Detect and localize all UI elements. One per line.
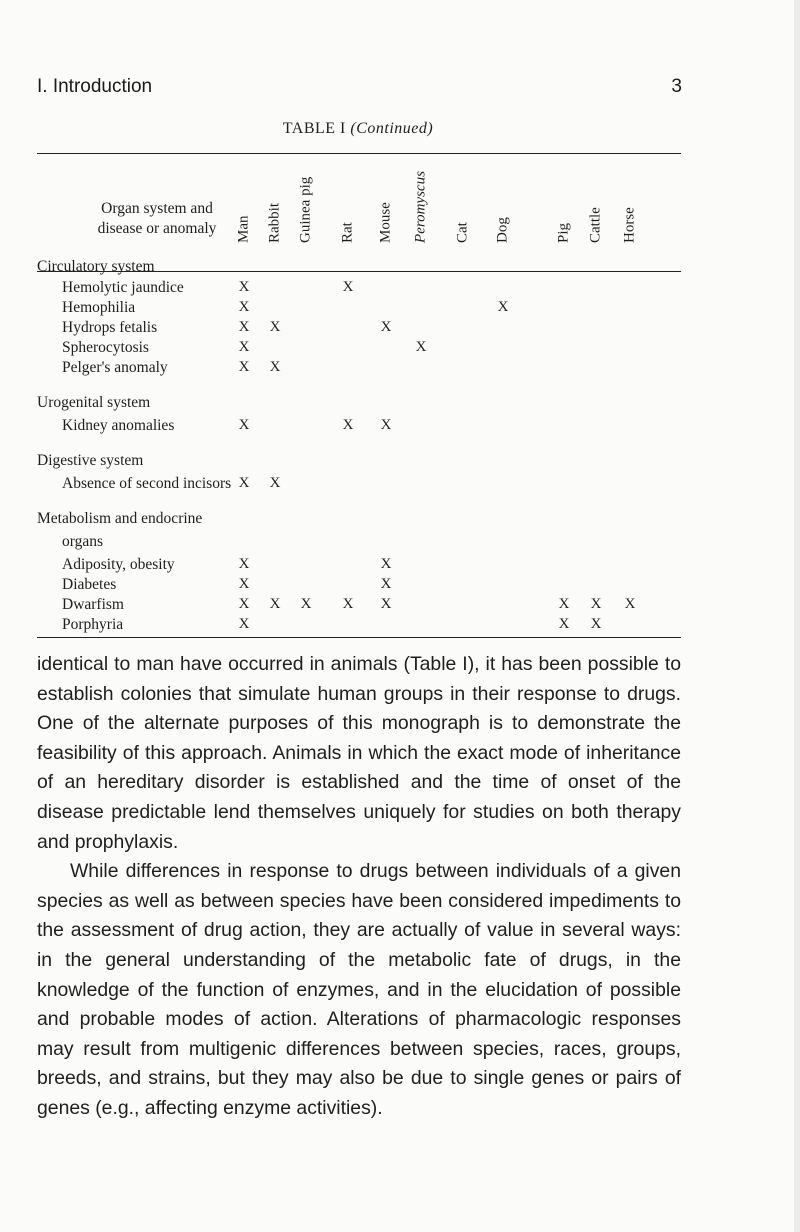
cell-mark: X <box>238 417 250 433</box>
group-title-label: Digestive system <box>37 452 144 469</box>
group-title <box>37 258 681 280</box>
body-paragraph: identical to man have occurred in animals (Table I), it has been possible to establish colonies that simulate human groups in their response to drugs. One of the alternate purposes of this monograph is to demonstrate the feasibility of this approach. Animals in which the exact mode of inheritance of an hereditary disorder is established and the time of onset of the disease predictable lend themselves uniquely for studies on both therapy and prophylaxis. <box>37 653 681 853</box>
column-header <box>376 156 396 262</box>
column-header-label: Rat <box>339 222 356 243</box>
column-header-label: Mouse <box>377 202 394 243</box>
column-header <box>338 156 358 262</box>
cell-mark: X <box>238 576 250 592</box>
column-header-label: Horse <box>621 207 638 243</box>
cell-mark: X <box>238 339 250 355</box>
row-label: Absence of second incisors <box>62 475 232 492</box>
cell-mark: X <box>342 596 354 612</box>
cell-mark: X <box>497 299 509 315</box>
cell-mark: X <box>238 475 250 491</box>
table-row <box>37 299 681 321</box>
group-title <box>37 510 681 532</box>
cell-mark: X <box>342 279 354 295</box>
row-label: Hydrops fetalis <box>62 319 158 336</box>
running-head <box>37 76 682 98</box>
cell-mark: X <box>238 596 250 612</box>
table-row <box>37 339 681 361</box>
column-header-label: Peromyscus <box>412 171 429 243</box>
group-title-label: Circulatory system <box>37 258 155 275</box>
cell-mark: X <box>269 475 281 491</box>
body-text <box>37 650 681 1124</box>
page-edge <box>794 0 800 1232</box>
cell-mark: X <box>380 556 392 572</box>
cell-mark: X <box>238 319 250 335</box>
row-label: Kidney anomalies <box>62 417 175 434</box>
column-header <box>411 156 431 262</box>
cell-mark: X <box>342 417 354 433</box>
table-row <box>37 616 681 638</box>
column-header <box>296 156 316 262</box>
cell-mark: X <box>269 596 281 612</box>
row-label: Porphyria <box>62 616 124 633</box>
data-table <box>37 153 681 638</box>
page-number: 3 <box>671 76 682 97</box>
group-title <box>37 452 681 474</box>
table-caption <box>0 120 716 138</box>
table-caption-main: TABLE I <box>282 120 346 137</box>
row-label: Spherocytosis <box>62 339 149 356</box>
row-label: Hemophilia <box>62 299 136 316</box>
table-row <box>37 596 681 618</box>
table-row <box>37 279 681 301</box>
cell-mark: X <box>238 616 250 632</box>
column-header-label: Dog <box>494 217 511 243</box>
column-header-label: Cat <box>454 222 471 243</box>
cell-mark: X <box>238 299 250 315</box>
cell-mark: X <box>380 576 392 592</box>
cell-mark: X <box>380 319 392 335</box>
group-title-label: organs <box>62 533 104 550</box>
column-header <box>265 156 285 262</box>
table-row <box>37 359 681 381</box>
section-title: I. Introduction <box>37 76 153 97</box>
table-row <box>37 319 681 341</box>
group-title <box>37 533 681 555</box>
column-header <box>493 156 513 262</box>
column-header <box>453 156 473 262</box>
group-title-label: Urogenital system <box>37 394 151 411</box>
cell-mark: X <box>238 556 250 572</box>
cell-mark: X <box>238 279 250 295</box>
table-row <box>37 417 681 439</box>
column-header-label: Cattle <box>587 207 604 243</box>
column-header <box>554 156 574 262</box>
table-caption-continued: (Continued) <box>350 120 434 137</box>
row-label: Dwarfism <box>62 596 124 613</box>
row-header-line: disease or anomaly <box>97 220 217 237</box>
column-header <box>234 156 254 262</box>
column-header <box>586 156 606 262</box>
cell-mark: X <box>558 616 570 632</box>
column-header <box>620 156 640 262</box>
table-row <box>37 475 681 497</box>
cell-mark: X <box>590 616 602 632</box>
row-label: Pelger's anomaly <box>62 359 168 376</box>
cell-mark: X <box>380 596 392 612</box>
row-label: Hemolytic jaundice <box>62 279 184 296</box>
cell-mark: X <box>624 596 636 612</box>
column-header-label: Man <box>235 215 252 243</box>
cell-mark: X <box>558 596 570 612</box>
column-header-label: Guinea pig <box>297 176 314 243</box>
column-header-label: Pig <box>555 222 572 243</box>
cell-mark: X <box>300 596 312 612</box>
table-row <box>37 576 681 598</box>
column-header-label: Rabbit <box>266 203 283 243</box>
cell-mark: X <box>590 596 602 612</box>
cell-mark: X <box>269 359 281 375</box>
cell-mark: X <box>269 319 281 335</box>
row-label: Diabetes <box>62 576 117 593</box>
group-title <box>37 394 681 416</box>
row-header-line: Organ system and <box>101 200 213 217</box>
body-paragraph: While differences in response to drugs between individuals of a given species as well as between species have been considered impediments to the assessment of drug action, they are actually of value in several ways: in the general understanding of the metabolic fate of drugs, in the knowledge of the function of enzymes, and in the elucidation of possible and probable modes of action. Alterations of pharmacologic responses may result from multigenic differences between species, races, groups, breeds, and strains, but they may also be due to single genes or pairs of genes (e.g., affecting enzyme activities). <box>37 860 681 1119</box>
row-header-label <box>67 199 247 239</box>
cell-mark: X <box>238 359 250 375</box>
table-row <box>37 556 681 578</box>
row-label: Adiposity, obesity <box>62 556 175 573</box>
cell-mark: X <box>415 339 427 355</box>
cell-mark: X <box>380 417 392 433</box>
group-title-label: Metabolism and endocrine <box>37 510 203 527</box>
